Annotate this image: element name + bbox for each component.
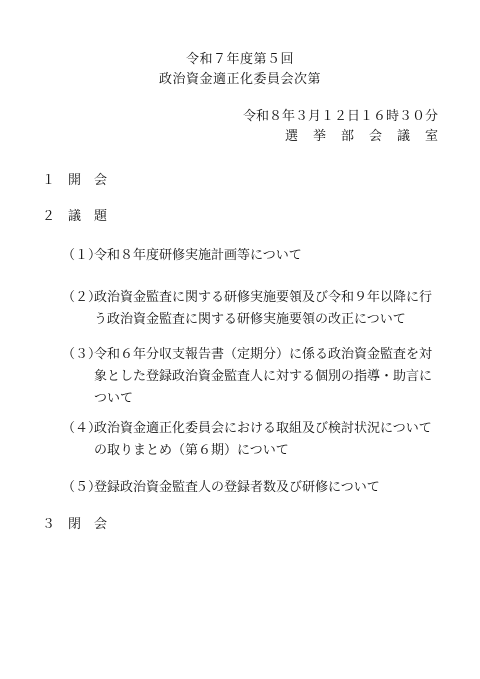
section-number: １ [42, 173, 56, 188]
agenda-item-number: （５） [62, 480, 102, 495]
document-title [0, 50, 480, 90]
section-agenda [42, 208, 120, 226]
section-number: ２ [42, 209, 56, 224]
section-closing [42, 516, 120, 534]
agenda-item-number: （２） [62, 290, 102, 305]
agenda-item-text: 政治資金監査に関する研修実施要領及び令和９年以降に行う政治資金監査に関する研修実施要領の改正について [94, 290, 433, 327]
agenda-item-number: （１） [62, 248, 102, 263]
meeting-datetime: 令和８年３月１２日１６時３０分 [242, 109, 438, 124]
agenda-item-number: （３） [62, 347, 102, 362]
agenda-item-number: （４） [62, 421, 102, 436]
section-opening [42, 172, 120, 190]
agenda-item-text: 政治資金適正化委員会における取組及び検討状況についての取りまとめ（第６期）について [94, 421, 432, 458]
section-number: ３ [42, 517, 56, 532]
agenda-item-text: 令和６年分収支報告書（定期分）に係る政治資金監査を対象とした登録政治資金監査人に対する個別の指導・助言について [94, 347, 433, 406]
meeting-place: 選挙部会議室 [284, 129, 453, 144]
agenda-item-text: 登録政治資金監査人の登録者数及び研修について [94, 480, 380, 495]
meeting-meta [242, 107, 453, 147]
meeting-session: 令和７年度第５回 [185, 52, 294, 67]
section-label: 開会 [68, 173, 121, 188]
section-label: 閉会 [68, 517, 121, 532]
meeting-agenda-title: 政治資金適正化委員会次第 [158, 72, 321, 87]
agenda-item-text: 令和８年度研修実施計画等について [94, 248, 302, 263]
section-label: 議題 [68, 209, 121, 224]
